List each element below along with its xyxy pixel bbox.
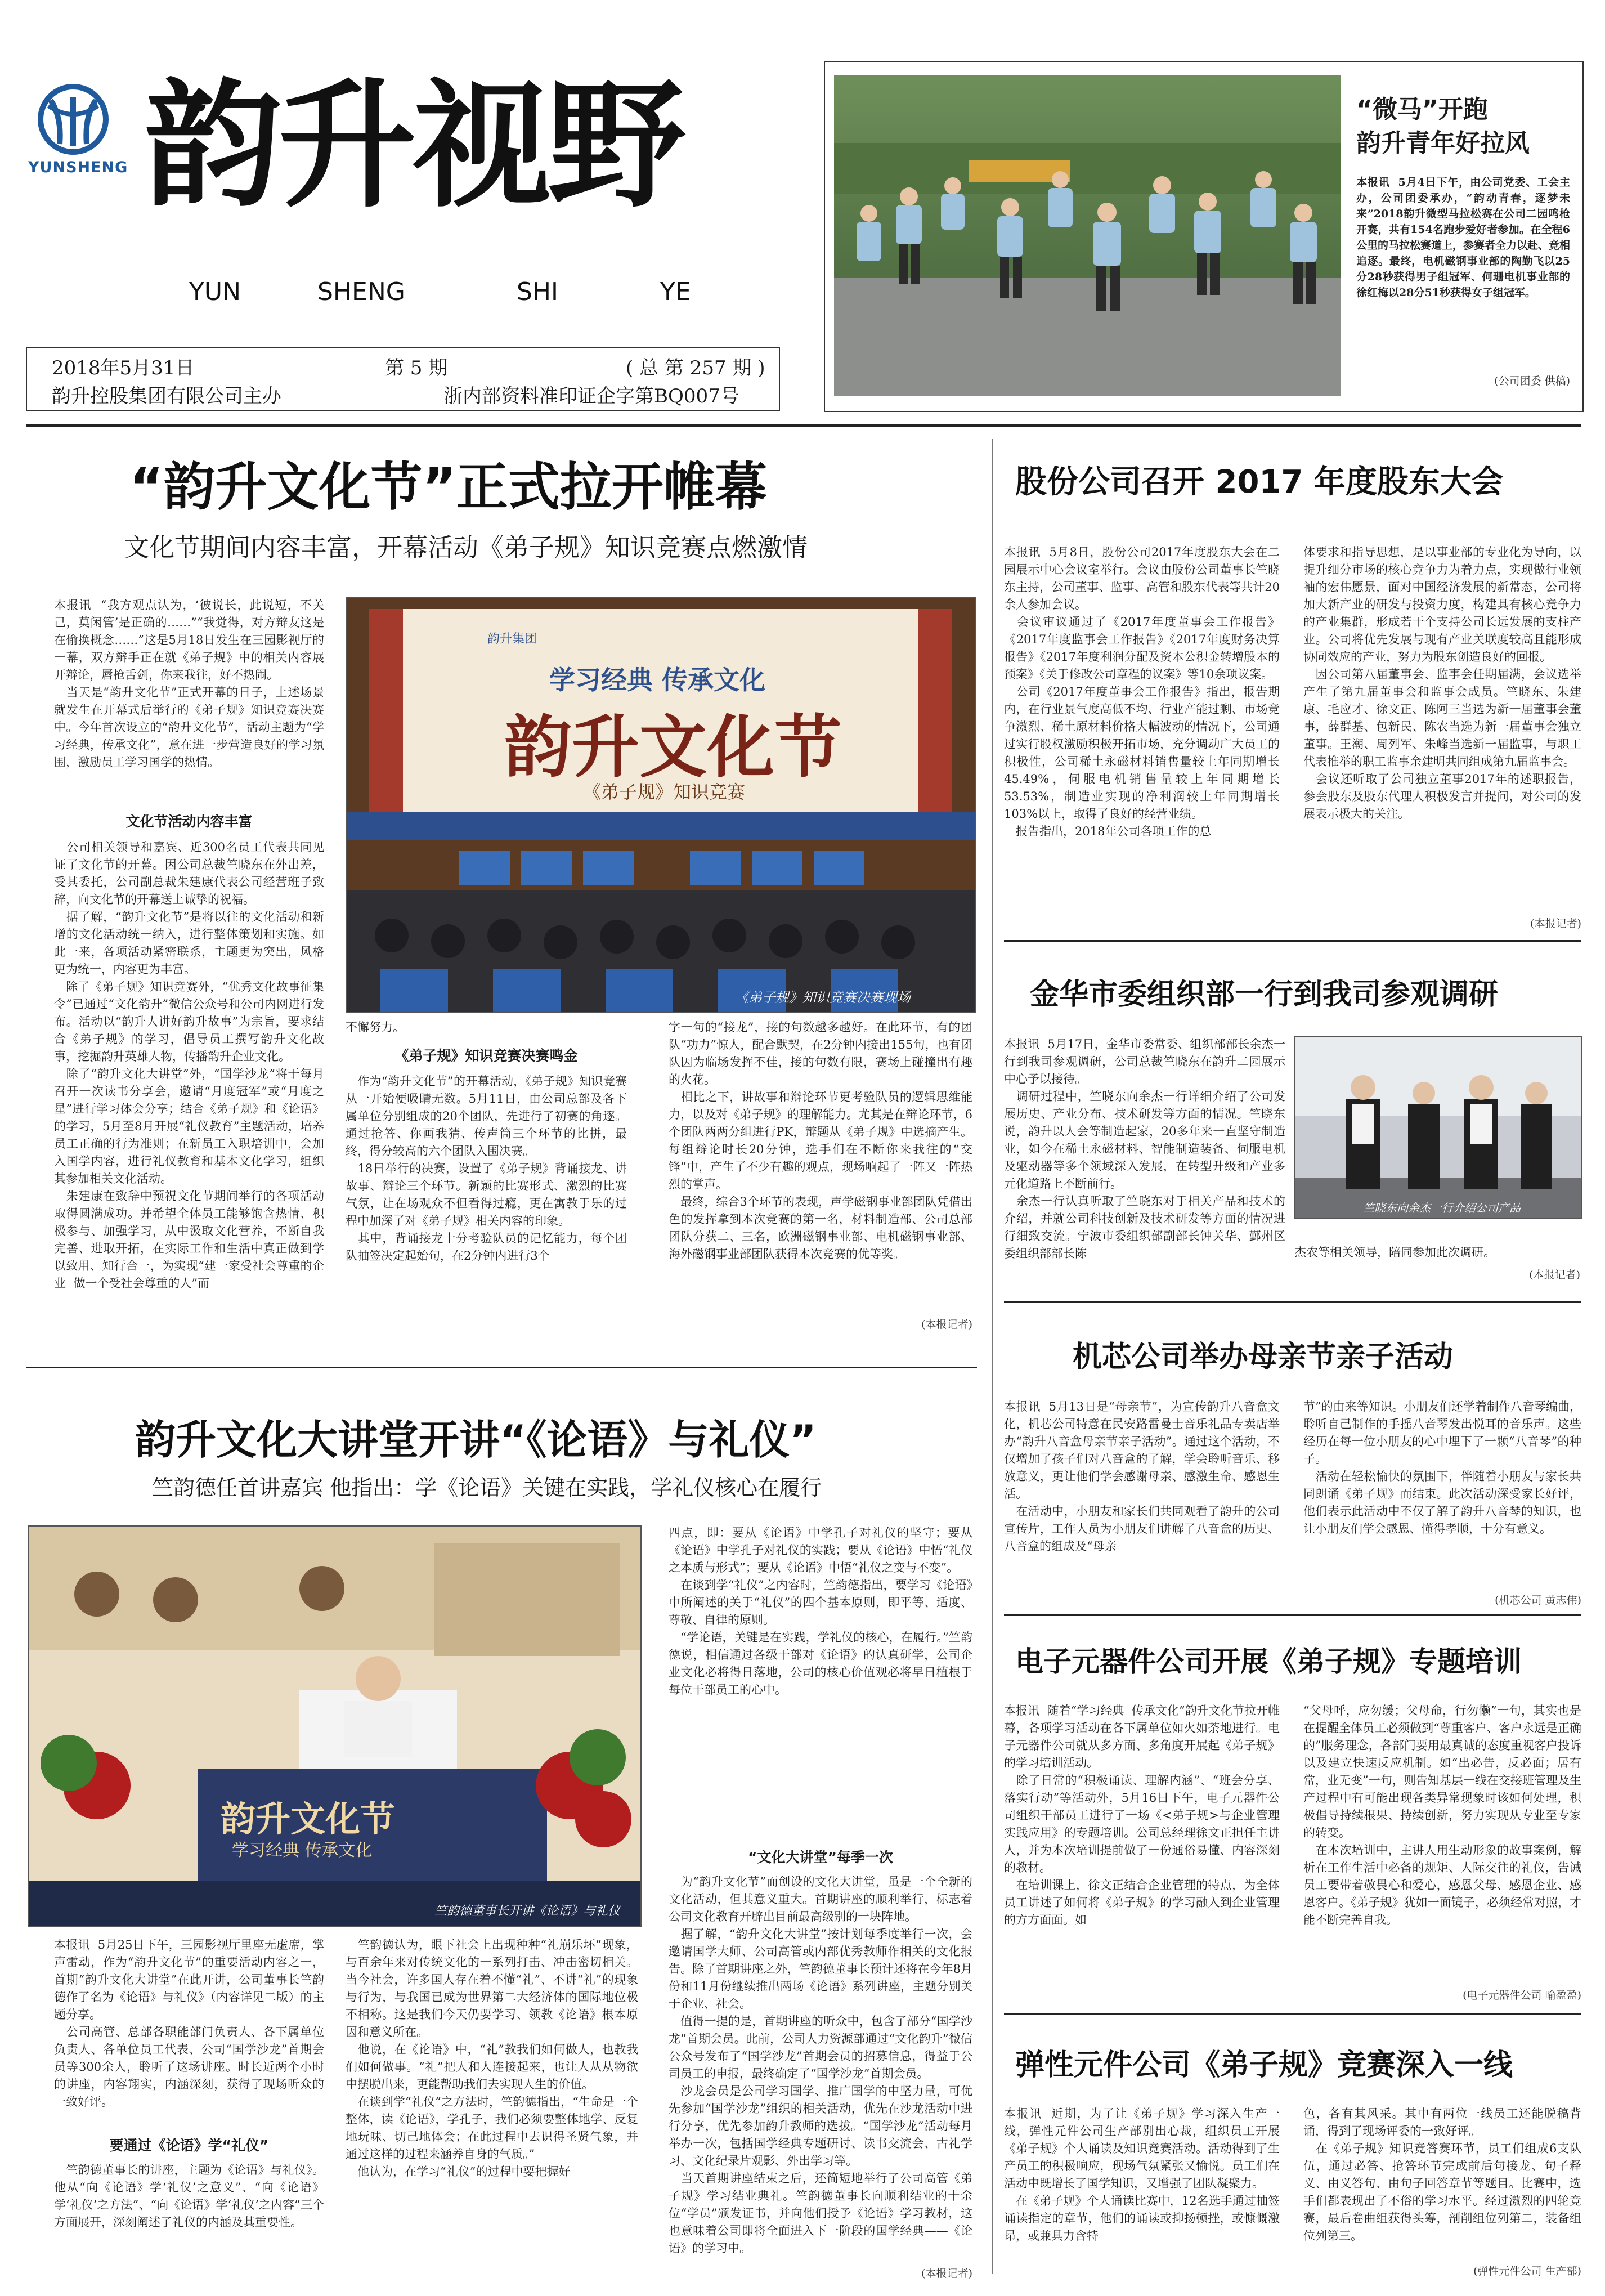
- pinyin-shi: SHI: [517, 278, 558, 306]
- top-photo-story: [824, 61, 1584, 412]
- jixin-col2: 节”的由来等知识。小朋友们还学着制作八音琴编曲，聆听自己制作的手摇八音琴发出悦耳的音乐声。这些经历在每一位小朋友的心中埋下了一颗“八音琴”的种子。 活动在轻松愉快的氛围下，伴随着小朋友与家长共同朗诵《弟子规》而结束。此次活动深受家长好评，他们表示此活动中不仅了解了韵升八音琴的知识，也让小朋友们学会感恩、懂得孝顺，十分有意义。: [1303, 1400, 1581, 1536]
- newspaper-title: 韵升视野: [144, 64, 682, 226]
- issue-number: 第 5 期: [385, 357, 448, 379]
- agm-credit: (本报记者): [1530, 917, 1581, 930]
- jixin-headline: 机芯公司举办母亲节亲子活动: [1073, 1340, 1454, 1374]
- lecture-col3-top: 四点，即：要从《论语》中学孔子对礼仪的坚守；要从《论语》中学孔子对礼仪的实践；要从《论语》中悟“礼仪之本质与形式”；要从《论语》中悟“礼仪之变与不变”。 在谈到学“礼仪”之内容时，竺韵德指出，要学习《论语》中所阐述的关于“礼仪”的四个基本原则，即平等、适度、尊敬、自律的原则。 “学论语，关键是在实践，学礼仪的核心，在履行。”竺韵德说，相信通过各级干部对《论语》的认真研学，公司企业文化必将得日落地，公司的核心价值观必将早日植根于每位干部员工的心中。: [669, 1526, 972, 1697]
- lecture-photo-banner-sub: 学习经典 传承文化: [232, 1841, 373, 1860]
- agm-headline: 股份公司召开 2017 年度股东大会: [1015, 464, 1503, 500]
- pinyin-yun: YUN: [189, 278, 241, 306]
- lead-col1-b: 公司相关领导和嘉宾、近300名员工代表共同见证了文化节的开幕。因公司总裁竺晓东在外出差，受其委托，公司副总裁朱建康代表公司经营班子致辞，向文化节的开幕送上诚挚的祝福。 据了解，“韵升文化节”是将以往的文化活动和新增的文化活动统一纳入，进行整体策划和实施。如此一来，各项活动紧密联系，主题更为突出，风格更为统一，内容更为丰富。 除了《弟子规》知识竞赛外，“优秀文化故事征集令”已通过“文化韵升”微信公众号和公司内网进行发布。活动以“韵升人讲好韵升故事”为宗旨，要求结合《弟子规》的学习，倡导员工撰写韵升文化故事，挖掘韵升英雄人物，传播韵升企业文化。 除了“韵升文化大讲堂”外，“国学沙龙”将于每月召开一次读书分享会，邀请“月度冠军”或“月度之星”进行学习体会分享；结合《弟子规》和《论语》的学习，5月至8月开展“礼仪教育”主题活动，培养员工正确的行为准则；在新员工入职培训中，会加入国学内容，进行礼仪教育和基本文化学习，组织其参加相关文化活动。 朱建康在致辞中预祝文化节期间举行的各项活动取得圆满成功。并希望全体员工能够饱含热情、积极参与、加强学习，从中汲取文化营养，不断自我完善、进取开拓，在实际工作和生活中真正做到学以致用、知行合一，为实现“建一家受社会尊重的企业 做一个受社会尊重的人”而: [54, 840, 324, 1290]
- tanxing-col2: 色，各有其风采。其中有两位一线员工还能脱稿背诵，得到了现场评委的一致好评。 在《弟子规》知识竞答赛环节，员工们组成6支队伍，通过必答、抢答环节完成前后句接龙、句子释义、由义答句、由句子回答章节等题目。比赛中，选手们都表现出了不俗的学习水平。经过激烈的四轮竞赛，最后卷曲组获得头筹，剖削组位列第二，装备组位列第三。: [1303, 2107, 1581, 2243]
- top-story-body: 本报讯 5月4日下午，由公司党委、工会主办，公司团委承办，“韵动青春，逐梦未来”2018韵升微型马拉松赛在公司二园鸣枪开赛，共有154名跑步爱好者参加。在全程6公里的马拉松赛道上，参赛者全力以赴、竞相追逐。最终，电机磁钢事业部的陶勤飞以25分28秒获得男子组冠军、何珊电机事业部的徐红梅以28分51秒获得女子组冠军。: [1356, 176, 1570, 299]
- total-issue: ( 总 第 257 期 ): [626, 357, 765, 379]
- tanxing-col1: 本报讯 近期，为了让《弟子规》学习深入生产一线，弹性元件公司生产部别出心裁，组织员工开展《弟子规》个人诵读及知识竞赛活动。活动得到了生产员工的积极响应，现场气氛紧张又愉悦。员工们在活动中既增长了国学知识，又增强了团队凝聚力。 在《弟子规》个人诵读比赛中，12名选手通过抽签诵读指定的章节，他们的诵读或抑扬顿挫，或慷慨激昂，或兼具力含特: [1004, 2107, 1280, 2243]
- agm-divider: [1004, 940, 1581, 942]
- agm-col1: 本报讯 5月8日，股份公司2017年度股东大会在二园展示中心会议室举行。会议由股份公司董事长竺晓东主持，公司董事、监事、高管和股东代表等共计20余人参加会议。 会议审议通过了《2017年度董事会工作报告》《2017年度监事会工作报告》《2017年度财务决算报告》《2017年度利润分配及资本公积金转增股本的预案》《关于修改公司章程的议案》等10余项议案。 公司《2017年度董事会工作报告》指出，报告期内，在行业景气度高低不均、行业产能过剩、市场竞争激烈、稀土原材料价格大幅波动的情况下，公司通过实行股权激励积极开拓市场，充分调动广大员工的积极性，公司稀土永磁材料销售量较上年同期增长45.49%，伺服电机销售量较上年同期增长53.53%，制造业实现的净利润较上年同期增长103%以上，取得了良好的经营业绩。 报告指出，2018年公司各项工作的总: [1004, 545, 1280, 838]
- dianzi-col2: “父母呼，应勿缓；父母命，行勿懒”一句，其实也是在提醒全体员工必须做到“尊重客户、客户永远是正确的”服务理念，各部门要用最真诚的态度重视客户投诉以及建立快速反应机制。如“出必告，反必面；居有常，业无变”一句，则告知基层一线在交接班管理及生产过程中有可能出现各类异常现象时该如何处理，积极倡导持续根果、持续创新，努力实现从专业至专家的转变。 在本次培训中，主讲人用生动形象的故事案例，解析在工作生活中必备的规矩、人际交往的礼仪，告诫员工要带着敬畏心和爱心，感恩父母、感恩企业、感恩客户。《弟子规》犹如一面镜子，必须经常对照，才能不断完善自我。: [1303, 1704, 1581, 1927]
- jixin-col1: 本报讯 5月13日是“母亲节”，为宣传韵升八音盒文化，机芯公司特意在民安路雷曼士音乐礼品专卖店举办“韵升八音盒母亲节亲子活动”。通过这个活动，不仅增加了孩子们对八音盒的了解，学会聆听音乐、移放意义，更让他们学会感谢母亲、感激生命、感恩生活。 在活动中，小朋友和家长们共同观看了韵升的公司宣传片，工作人员为小朋友们讲解了八音盒的历史、八音盒的组成及“母亲: [1004, 1400, 1280, 1553]
- jinhua-col2: 杰农等相关领导，陪同参加此次调研。: [1294, 1246, 1495, 1259]
- jixin-divider: [1004, 1614, 1581, 1616]
- tanxing-credit: (弹性元件公司 生产部): [1473, 2265, 1581, 2277]
- jinhua-photo-image: [1295, 1037, 1581, 1218]
- lecture-credit: (本报记者): [921, 2267, 972, 2280]
- dianzi-credit: (电子元器件公司 喻盈盈): [1463, 1989, 1581, 2002]
- lead-col1: 本报讯 “我方观点认为，‘彼说长，此说短，不关己，莫闲管’是正确的……”“我觉得，对方辩友这是在偷换概念……”这是5月18日发生在三园影视厅的一幕，双方辩手正在就《弟子规》中的相关内容展开辩论，唇枪舌剑，你来我往，好不热闹。 当天是“韵升文化节”正式开幕的日子，上述场景就发生在开幕式后举行的《弟子规》知识竞赛决赛中。今年首次设立的“韵升文化节”，活动主题为“学习经典，传承文化”，意在进一步营造良好的学习氛围，激励员工学习国学的热情。: [54, 598, 324, 769]
- issue-info-box: [26, 347, 780, 411]
- lecture-headline: 韵升文化大讲堂开讲“《论语》与礼仪”: [135, 1416, 817, 1463]
- lecture-col1-subhead: 要通过《论语》学“礼仪”: [109, 2137, 269, 2154]
- logo-text: YUNSHENG: [28, 159, 128, 176]
- tanxing-headline: 弹性元件公司《弟子规》竞赛深入一线: [1015, 2048, 1513, 2082]
- lead-subhead: 文化节期间内容丰富，开幕活动《弟子规》知识竞赛点燃激情: [124, 532, 808, 562]
- masthead: [26, 61, 780, 415]
- yunsheng-logo: [28, 83, 128, 185]
- lecture-col2: 竺韵德认为，眼下社会上出现种种“礼崩乐坏”现象，与百余年来对传统文化的一系列打击、冲击密切相关。当今社会，许多国人存在着不懂“礼”、不讲“礼”的现象与行为，与我国已成为世界第二大经济体的国际地位极不相称。这是我们今天仍要学习、领教《论语》根本原因和意义所在。 他说，在《论语》中，“礼”教我们如何做人，也教我们如何做事。“礼”把人和人连接起来，也让人从从物欲中摆脱出来，更能帮助我们去实现人生的价值。 在谈到学“礼仪”之方法时，竺韵德指出，“生命是一个整体，读《论语》，学孔子，我们必须要整体地学、反复地玩味、切己地体会；在此过程中去识得圣贤气象，并通过这样的过程来涵养自身的气质。” 他认为，在学习“礼仪”的过程中要把握好: [346, 1938, 638, 2178]
- top-story-title-2: 韵升青年好拉风: [1356, 129, 1530, 158]
- jinhua-credit: (本报记者): [1529, 1269, 1580, 1281]
- permit-line: 浙内部资料准印证企字第BQ007号: [443, 385, 739, 408]
- lecture-photo: [28, 1525, 642, 1927]
- lead-credit: (本报记者): [921, 1318, 972, 1331]
- top-story-title-1: “微马”开跑: [1356, 95, 1488, 124]
- lead-col2-top: 不懈努力。: [346, 1021, 405, 1034]
- lecture-col3-subhead: “文化大讲堂”每季一次: [748, 1849, 893, 1865]
- top-story-credit: (公司团委 供稿): [1494, 375, 1570, 387]
- jinhua-photo-caption: 竺晓东向余杰一行介绍公司产品: [1363, 1201, 1521, 1215]
- yunsheng-logo-icon: [28, 83, 118, 156]
- lecture-col1-b: 竺韵德董事长的讲座，主题为《论语》与礼仪》。他从“向《论语》学‘礼仪’之意义”、“向《论语》学‘礼仪’之方法”、“向《论语》学‘礼仪’之内容”三个方面展开，深刻阐述了礼仪的内涵及其重要性。: [54, 2163, 324, 2229]
- lecture-photo-image: [29, 1527, 640, 1926]
- column-divider: [992, 439, 993, 2274]
- agm-col2: 体要求和指导思想，是以事业部的专业化为导向，以提升细分市场的核心竞争力为着力点，实现做行业领袖的宏伟愿景，面对中国经济发展的新常态，公司将加大新产业的研发与投资力度，构建具有核心竞争力的产业集群，形成若干个支持公司长远发展的支柱产业。公司将优先发展与现有产业关联度较高且能形成协同效应的产业，努力为股东创造良好的回报。 因公司第八届董事会、监事会任期届满，会议选举产生了第九届董事会和监事会成员。竺晓东、朱建康、毛应才、徐文正、陈阿三当选为新一届董事会董事，薛群基、包新民、陈农当选为新一届董事会独立董事。王潮、周列军、朱峰当选新一届监事，与职工代表推举的职工监事余建明共同组成第九届监事会。 会议还听取了公司独立董事2017年的述职报告，参会股东及股东代理人积极发言并提问，对公司的发展表示极大的关注。: [1303, 545, 1581, 821]
- lead-headline: “韵升文化节”正式拉开帷幕: [129, 457, 767, 517]
- pinyin-ye: YE: [660, 278, 691, 306]
- lecture-subhead: 竺韵德任首讲嘉宾 他指出：学《论语》关键在实践，学礼仪核心在履行: [152, 1475, 822, 1500]
- issue-date: 2018年5月31日: [52, 357, 195, 379]
- lecture-col3-b: 为“韵升文化节”而创设的文化大讲堂，虽是一个全新的文化活动，但其意义重大。首期讲座的顺利举行，标志着公司文化教育开辟出目前最高级别的一块阵地。 据了解，“韵升文化大讲堂”按计划每季度举行一次，会邀请国学大师、公司高管或内部优秀教师作相关的文化报告。除了首期讲座之外，竺韵德董事长预计还将在今年8月份和11月份继续推出两场《论语》系列讲座，主题分别关于企业、社会。 值得一提的是，首期讲座的听众中，包含了部分“国学沙龙”首期会员。此前，公司人力资源部通过“文化韵升”微信公众号发布了“国学沙龙”首期会员的招募信息，得益于公司员工的申报，最终确定了“国学沙龙”首期会员。 沙龙会员是公司学习国学、推广国学的中坚力量，可优先参加“国学沙龙”组织的相关活动，优先在沙龙活动中进行分享，优先参加韵升教师的选拔。“国学沙龙”活动每月举办一次，包括国学经典专题研讨、读书交流会、古礼学习、文化纪录片观影、外出学习等。 当天首期讲座结束之后，还简短地举行了公司高管《弟子规》学习结业典礼。竺韵德董事长向顺利结业的十余位“学员”颁发证书，并向他们授予《论语》学习教材，这也意味着公司即将全面进入下一阶段的国学经典——《论语》的学习中。: [669, 1875, 972, 2255]
- jixin-credit: (机芯公司 黄志伟): [1495, 1594, 1581, 1606]
- lead-col1-subhead: 文化节活动内容丰富: [125, 813, 253, 830]
- dianzi-headline: 电子元器件公司开展《弟子规》专题培训: [1015, 1645, 1522, 1678]
- lecture-photo-caption: 竺韵德董事长开讲《论语》与礼仪: [434, 1904, 621, 1918]
- lecture-col1: 本报讯 5月25日下午，三园影视厅里座无虚席，掌声雷动，作为“韵升文化节”的重要活动内容之一，首期“韵升文化大讲堂”在此开讲，公司董事长竺韵德作了名为《论语》与礼仪》（内容详见二版）的主题分享。 公司高管、总部各职能部门负责人、各下属单位负责人、各单位员工代表、公司“国学沙龙”首期会员等300余人，聆听了这场讲座。时长近两个小时的讲座，内容翔实，内涵深刻，获得了现场听众的一致好评。: [54, 1938, 324, 2109]
- lead-col3: 字一句的“接龙”，接的句数越多越好。在此环节，有的团队“功力”惊人，配合默契，在2分钟内接出155句，也有团队因为临场发挥不佳，接的句数有限，赛场上碰撞出有趣的火花。 相比之下，讲故事和辩论环节更考验队员的逻辑思维能力，以及对《弟子规》的理解能力。尤其是在辩论环节，6个团队两两分组进行PK，辩题从《弟子规》中选摘产生。每组辩论时长20分钟，选手们在不断你来我往的“交锋”中，产生了不少有趣的观点，现场响起了一阵又一阵热烈的掌声。 最终，综合3个环节的表现，声学磁钢事业部团队凭借出色的发挥拿到本次竞赛的第一名，材料制造部、公司总部团队分获二、三名，欧洲磁钢事业部、电机磁钢事业部、海外磁钢事业部团队获得本次竞赛的优等奖。: [669, 1021, 972, 1261]
- quiz-photo-banner-main: 韵升文化节: [504, 708, 842, 787]
- dianzi-divider: [1004, 2013, 1581, 2015]
- quiz-photo: [346, 597, 976, 1013]
- marathon-photo: [834, 75, 1341, 396]
- marathon-photo-image: [834, 75, 1341, 396]
- jinhua-photo: [1294, 1036, 1582, 1219]
- quiz-photo-banner-sub: 《弟子规》知识竞赛: [583, 781, 746, 803]
- jinhua-divider: [1004, 1301, 1581, 1303]
- jinhua-headline: 金华市委组织部一行到我司参观调研: [1030, 978, 1499, 1012]
- quiz-photo-banner-top: 学习经典 传承文化: [549, 665, 766, 695]
- lecture-photo-banner-main: 韵升文化节: [221, 1798, 396, 1840]
- lead-col2-subhead: 《弟子规》知识竞赛决赛鸣金: [394, 1048, 578, 1064]
- lead-col2: 作为“韵升文化节”的开幕活动，《弟子规》知识竞赛从一开始便吸睛无数。5月11日，由公司总部及各下属单位分别组成的20个团队，先进行了初赛的角逐。通过抢答、你画我猜、传声筒三个环节的比拼，最终，得分较高的六个团队入围决赛。 18日举行的决赛，设置了《弟子规》背诵接龙、讲故事、辩论三个环节。新颖的比赛形式、激烈的比赛气氛，让在场观众不但看得过瘾，更在寓教于乐的过程中加深了对《弟子规》相关内容的印象。 其中，背诵接龙十分考验队员的记忆能力，每个团队抽签决定起始句，在2分钟内进行3个: [346, 1075, 627, 1263]
- quiz-photo-caption: 《弟子规》知识竞赛决赛现场: [735, 990, 911, 1005]
- dianzi-col1: 本报讯 随着“学习经典 传承文化”韵升文化节拉开帷幕，各项学习活动在各下属单位如火如荼地进行。电子元器件公司就从多方面、多角度开展起《弟子规》的学习培训活动。 除了日常的“积极诵读、理解内涵”、“班会分享、落实行动”等活动外，5月16日下午，电子元器件公司组织干部员工进行了一场《<弟子规>与企业管理实践应用》的专题培训。公司总经理徐文正担任主讲人，并为本次培训提前做了一份通俗易懂、内容深刻的教材。 在培训课上，徐文正结合企业管理的特点，为全体员工讲述了如何将《弟子规》的学习融入到企业管理的方方面面。如: [1004, 1704, 1280, 1927]
- quiz-photo-logo: 韵升集团: [487, 632, 537, 646]
- sponsor-line: 韵升控股集团有限公司主办: [52, 385, 281, 408]
- jinhua-col1: 本报讯 5月17日，金华市委常委、组织部部长余杰一行到我司参观调研，公司总裁竺晓东在韵升二园展示中心予以接待。 调研过程中，竺晓东向余杰一行详细介绍了公司发展历史、产业分布、技术研发等方面的情况。竺晓东说，韵升以人会等制造起家，20多年来一直坚守制造业，如今在稀土永磁材料、智能制造装备、伺服电机及驱动器等多个领域深入发展，在转型升级和产业多元化道路上不断前行。 余杰一行认真听取了竺晓东对于相关产品和技术的介绍，并就公司科技创新及技术研发等方面的情况进行细致交流。宁波市委组织部副部长钟关华、鄞州区委组织部部长陈: [1004, 1037, 1285, 1260]
- left-middle-divider: [26, 1367, 977, 1368]
- pinyin-sheng: SHENG: [317, 278, 405, 306]
- masthead-divider: [26, 424, 1581, 427]
